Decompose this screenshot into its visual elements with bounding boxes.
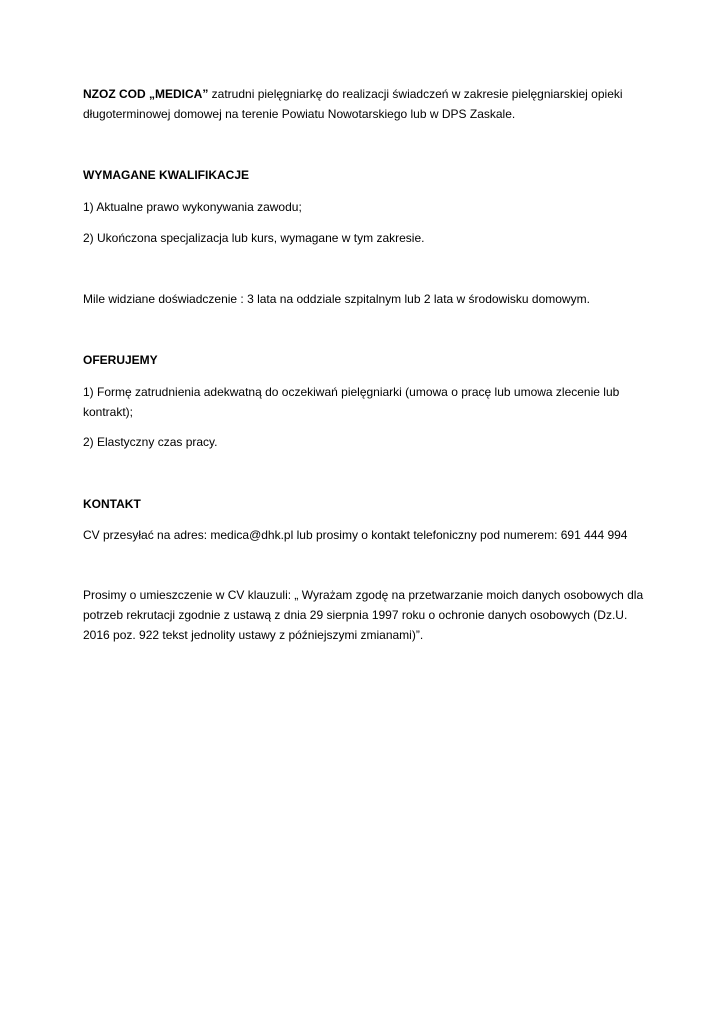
organization-name: NZOZ COD „MEDICA” [83, 87, 209, 101]
qualification-item-2: 2) Ukończona specjalizacja lub kurs, wymagane w tym zakresie. [83, 231, 425, 245]
experience-paragraph: Mile widziane doświadczenie : 3 lata na oddziale szpitalnym lub 2 lata w środowisku domowym. [83, 292, 590, 306]
qualification-item-1: 1) Aktualne prawo wykonywania zawodu; [83, 200, 302, 214]
consent-clause-paragraph: Prosimy o umieszczenie w CV klauzuli: „ Wyrażam zgodę na przetwarzanie moich danych osobowych dla potrzeb rekrutacji zgodnie z ustawą z dnia 29 sierpnia 1997 roku o ochronie danych osobowych (Dz.U. 2016 poz. 922 tekst jednolity ustawy z późniejszymi zmianami)”. [83, 588, 644, 642]
qualifications-heading: WYMAGANE KWALIFIKACJE [83, 168, 249, 182]
intro-paragraph [83, 84, 653, 124]
contact-paragraph: CV przesyłać na adres: medica@dhk.pl lub prosimy o kontakt telefoniczny pod numerem: 691 444 994 [83, 528, 628, 542]
offer-heading: OFERUJEMY [83, 353, 158, 367]
intro-text: zatrudni pielęgniarkę do realizacji świadczeń w zakresie pielęgniarskiej opieki długoterminowej domowej na terenie Powiatu Nowotarskiego lub w DPS Zaskale. [83, 87, 623, 121]
offer-item-1: 1) Formę zatrudnienia adekwatną do oczekiwań pielęgniarki (umowa o pracę lub umowa zlecenie lub kontrakt); [83, 385, 620, 419]
contact-heading: KONTAKT [83, 497, 141, 511]
offer-item-2: 2) Elastyczny czas pracy. [83, 435, 218, 449]
